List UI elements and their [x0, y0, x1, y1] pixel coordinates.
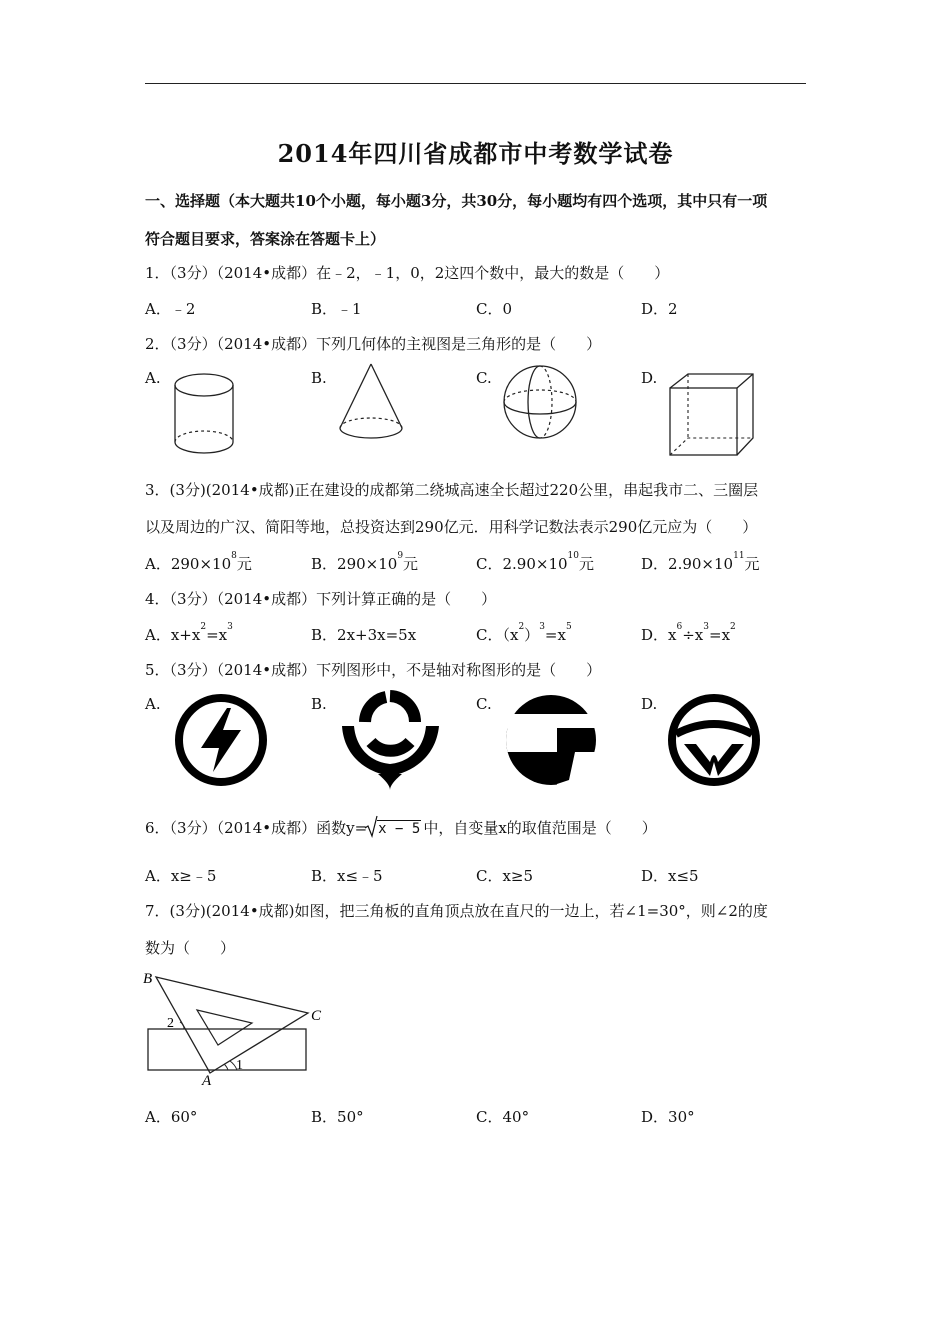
q7-option-b[interactable]: B．50° [311, 1108, 364, 1126]
q4-option-c[interactable]: C．$(x^2)^3=x^5$ [476, 622, 572, 644]
q3-option-d[interactable]: D．$2.90\times 10^{11}$元 [641, 551, 760, 573]
cone-figure [335, 360, 410, 445]
q5-option-c[interactable]: C. [476, 695, 492, 713]
q3-option-a[interactable]: A．$290\times 10^8$元 [145, 551, 252, 573]
q7-stem-line2: 数为（ ） [145, 939, 236, 957]
wheel-heart-logo-icon [666, 692, 762, 788]
q5-stem: 5．（3分）（2014•成都）下列图形中，不是轴对称图形的是（ ） [145, 661, 602, 679]
ring-cup-logo-icon [338, 690, 443, 790]
q7-stem-line1: 7．(3分)(2014•成都)如图，把三角板的直角顶点放在直尺的一边上，若∠1=30°，则∠2的度 [145, 902, 768, 920]
top-rule [145, 83, 806, 84]
q5-option-b[interactable]: B. [311, 695, 327, 713]
q6-option-a[interactable]: A．x≥﹣5 [145, 867, 217, 885]
q7-option-d[interactable]: D．30° [641, 1108, 695, 1126]
label-angle-2: 2 [167, 1016, 174, 1031]
q3-option-b[interactable]: B．$290\times 10^9$元 [311, 551, 419, 573]
triangle-ruler-figure [140, 965, 330, 1090]
checkered-circle-logo-icon [503, 692, 599, 788]
q4-option-a[interactable]: A．$x+x^2=x^3$ [145, 622, 233, 644]
label-angle-1: 1 [236, 1058, 243, 1073]
page-title: 2014年四川省成都市中考数学试卷 [277, 139, 674, 168]
q5-option-d[interactable]: D. [641, 695, 658, 713]
sphere-figure [500, 362, 582, 444]
cylinder-figure [170, 370, 240, 460]
sqrt-radical [367, 821, 421, 837]
label-c: C [311, 1008, 322, 1024]
q4-stem: 4．（3分）（2014•成都）下列计算正确的是（ ） [145, 590, 497, 608]
q1-option-c[interactable]: C．0 [476, 300, 513, 318]
sqrt-radicand: x − 5 [378, 821, 421, 837]
q2-stem: 2．（3分）（2014•成都）下列几何体的主视图是三角形的是（ ） [145, 335, 602, 353]
q6-stem: 6．（3分）（2014•成都）函数y= x − 5 中，自变量x的取值范围是（ ） [145, 817, 810, 838]
q6-option-d[interactable]: D．x≤5 [641, 867, 699, 885]
q2-option-a[interactable]: A. [145, 369, 161, 387]
q4-option-b[interactable]: B．2x+3x=5x [311, 626, 417, 644]
q4-option-d[interactable]: D．$x^6\div x^3=x^2$ [641, 622, 736, 644]
label-a: A [202, 1073, 212, 1089]
q1-option-a[interactable]: A．﹣2 [145, 300, 196, 318]
q3-stem-line2: 以及周边的广汉、简阳等地，总投资达到290亿元．用科学记数法表示290亿元应为（ ） [145, 518, 758, 536]
q6-option-c[interactable]: C．x≥5 [476, 867, 534, 885]
q2-option-c[interactable]: C. [476, 369, 492, 387]
q3-stem-line1: 3．(3分)(2014•成都)正在建设的成都第二绕城高速全长超过220公里，串起我市二、三圈层 [145, 481, 759, 499]
q7-option-c[interactable]: C．40° [476, 1108, 530, 1126]
section-heading-line1: 一、选择题（本大题共10个小题，每小题3分，共30分，每小题均有四个选项，其中只有一项 [145, 192, 768, 210]
q7-option-a[interactable]: A．60° [145, 1108, 198, 1126]
q1-option-b[interactable]: B．﹣1 [311, 300, 362, 318]
q1-option-d[interactable]: D．2 [641, 300, 678, 318]
q2-option-b[interactable]: B. [311, 369, 327, 387]
section-heading-line2: 符合题目要求，答案涂在答题卡上） [145, 230, 386, 248]
label-b: B [143, 971, 153, 987]
cube-figure [665, 370, 757, 460]
q2-option-d[interactable]: D. [641, 369, 658, 387]
q1-stem: 1．（3分）（2014•成都）在﹣2，﹣1，0，2这四个数中，最大的数是（ ） [145, 264, 670, 282]
q3-option-c[interactable]: C．$2.90\times 10^{10}$元 [476, 551, 594, 573]
q5-option-a[interactable]: A. [145, 695, 161, 713]
lightning-logo-icon [173, 692, 269, 788]
q6-option-b[interactable]: B．x≤﹣5 [311, 867, 383, 885]
